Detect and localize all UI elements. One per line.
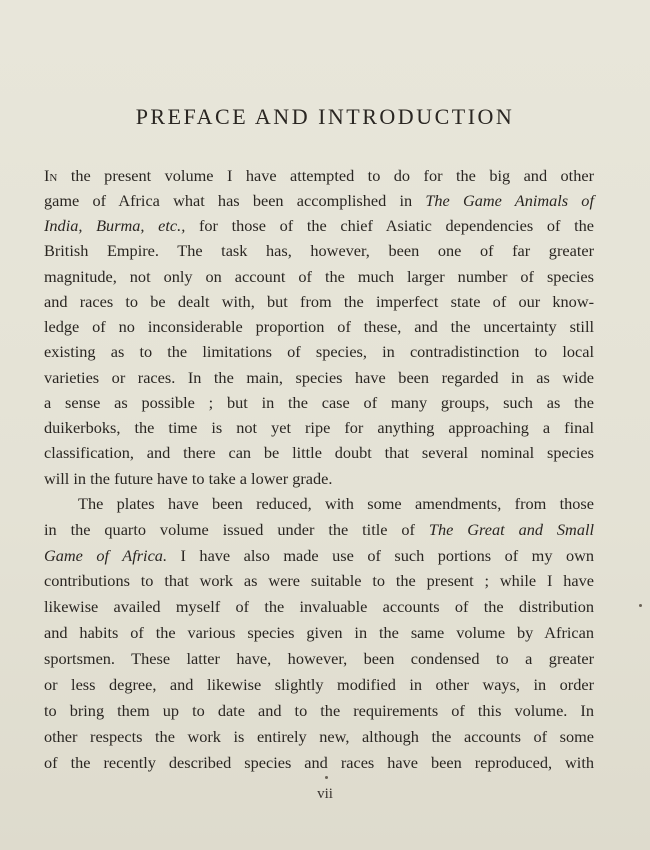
- book-title-italic: Game of Africa.: [44, 546, 168, 565]
- page-number: vii: [317, 786, 333, 802]
- page-title: PREFACE AND INTRODUCTION: [135, 104, 515, 129]
- book-title-italic: India, Burma, etc.,: [44, 216, 186, 235]
- text-line: The plates have been reduced, with some amendments, from those: [78, 494, 594, 513]
- text-line: to bring them up to date and to the requirements of this volume. In: [44, 701, 594, 720]
- text-line: varieties or races. In the main, species have been regarded in as wide: [44, 368, 594, 387]
- text-line: and races to be dealt with, but from the imperfect state of our know-: [44, 292, 594, 311]
- book-title-italic: The Game Animals of: [425, 191, 594, 210]
- text-line: British Empire. The task has, however, been one of far greater: [44, 241, 594, 260]
- text-line: other respects the work is entirely new, although the accounts of some: [44, 727, 594, 746]
- text-line: sportsmen. These latter have, however, been condensed to a greater: [44, 649, 594, 668]
- text-line: duikerboks, the time is not yet ripe for anything approaching a final: [44, 418, 594, 437]
- text-line: contributions to that work as were suitable to the present ; while I have: [44, 571, 594, 590]
- text-line: Game of Africa. I have also made use of such portions of my own: [44, 546, 594, 565]
- text-line: of the recently described species and races have been reproduced, with: [44, 753, 594, 772]
- paper-speck: [639, 604, 642, 607]
- text-line: will in the future have to take a lower grade.: [44, 469, 333, 488]
- text-line: magnitude, not only on account of the much larger number of species: [44, 267, 594, 286]
- text-line: ledge of no inconsiderable proportion of these, and the uncertainty still: [44, 317, 594, 336]
- text-line: a sense as possible ; but in the case of many groups, such as the: [44, 393, 594, 412]
- text-line: India, Burma, etc., for those of the chief Asiatic dependencies of the: [44, 216, 594, 235]
- text-line: existing as to the limitations of species, in contradistinction to local: [44, 342, 594, 361]
- book-title-italic: The Great and Small: [428, 520, 595, 539]
- paper-speck: [325, 776, 328, 779]
- text-line: classification, and there can be little doubt that several nominal species: [44, 443, 594, 462]
- text-line: in the quarto volume issued under the title of The Great and Small: [44, 520, 595, 539]
- text-line: likewise availed myself of the invaluable accounts of the distribution: [44, 597, 594, 616]
- text-line: or less degree, and likewise slightly modified in other ways, in order: [44, 675, 594, 694]
- text-line: In the present volume I have attempted to do for the big and other: [44, 166, 594, 185]
- text-line: game of Africa what has been accomplished in The Game Animals of: [44, 191, 594, 210]
- drop-word: In: [44, 166, 58, 185]
- text-line: and habits of the various species given in the same volume by African: [44, 623, 594, 642]
